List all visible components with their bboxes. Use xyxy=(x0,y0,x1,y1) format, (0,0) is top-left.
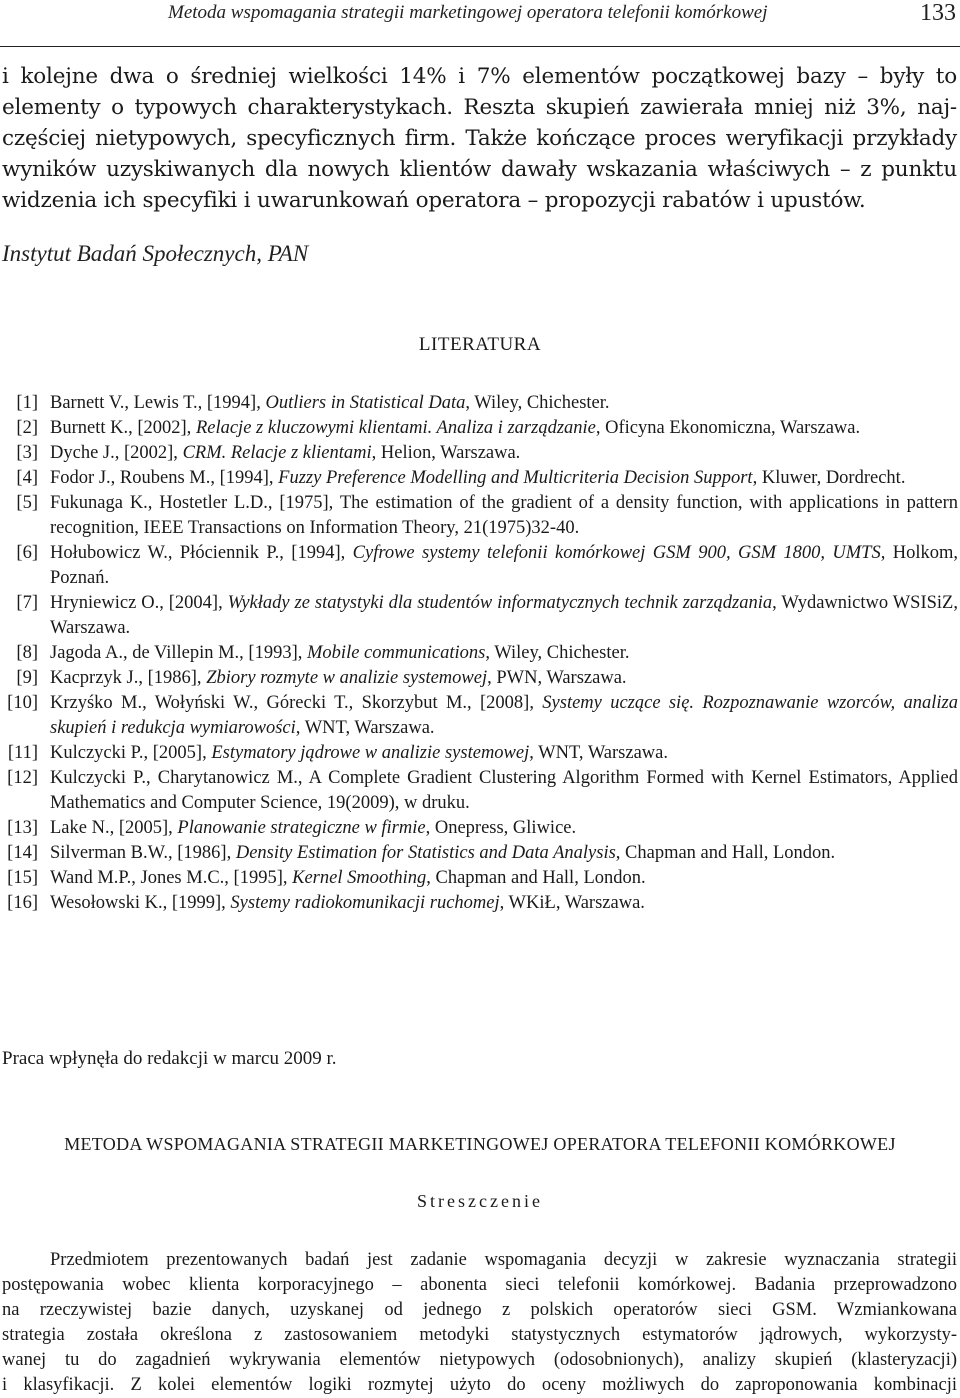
page-number: 133 xyxy=(920,0,956,26)
paragraph-line: elementy o typowych charakterystykach. Reszta skupień zawierała mniej niż 3%, naj- xyxy=(2,95,957,120)
reference-number: [2] xyxy=(16,418,38,438)
reference-title: Cyfrowe systemy telefonii komórkowej GSM 900, GSM 1800, UMTS xyxy=(352,543,881,563)
reference-text xyxy=(50,866,958,891)
references-heading: LITERATURA xyxy=(418,334,542,355)
reference-segment: , Wydawnictwo WSISiZ, Warszawa. xyxy=(50,593,958,638)
reference-segment: , Chapman and Hall, London. xyxy=(615,843,836,863)
abstract-paragraph xyxy=(2,1248,957,1398)
reference-segment: Silverman B.W., [1986], xyxy=(50,843,236,863)
reference-segment: Wand M.P., Jones M.C., [1995], xyxy=(50,868,293,888)
reference-text xyxy=(50,416,958,441)
body-paragraph xyxy=(2,61,957,216)
reference-number: [15] xyxy=(7,868,38,888)
reference-segment: , Wiley, Chichester. xyxy=(485,643,630,663)
reference-text xyxy=(50,741,958,766)
reference-segment: , Kluwer, Dordrecht. xyxy=(752,468,906,488)
reference-item xyxy=(0,841,958,866)
reference-segment: , Holkom, Poznań. xyxy=(50,543,959,588)
reference-text xyxy=(50,641,958,666)
reference-text xyxy=(50,591,958,641)
reference-number: [5] xyxy=(16,493,38,513)
reference-item xyxy=(0,666,958,691)
reference-title: Outliers in Statistical Data xyxy=(265,393,466,413)
summary-heading: Streszczenie xyxy=(417,1191,543,1211)
reference-item xyxy=(0,741,958,766)
abstract-line: i klasyfikacji. Z kolei elementów logiki rozmytej użyto do oceny możliwych do zaproponowania kombinacji xyxy=(2,1375,957,1395)
reference-item xyxy=(0,391,958,416)
abstract-line: Przedmiotem prezentowanych badań jest zadanie wspomagania decyzji w zakresie wyznaczania strategii xyxy=(50,1250,957,1270)
abstract-line: wanej tu do zagadnień wykrywania elementów nietypowych (odosobnionych), analizy skupień (klasteryzacji) xyxy=(2,1350,957,1370)
reference-text xyxy=(50,891,958,916)
reference-segment: , Onepress, Gliwice. xyxy=(425,818,577,838)
abstract-line: strategia została określona z zastosowaniem metodyki statystycznych estymatorów jądrowych, wykorzysty- xyxy=(2,1325,957,1345)
reference-segment: Kacprzyk J., [1986], xyxy=(50,668,207,688)
reference-segment: , Wiley, Chichester. xyxy=(465,393,610,413)
reference-number: [1] xyxy=(16,393,38,413)
reference-number: [9] xyxy=(16,668,38,688)
reference-item xyxy=(0,591,958,641)
reference-title: Systemy uczące się. Rozpoznawanie wzorców, analiza skupień i redukcja wymiarowości xyxy=(50,693,958,738)
reference-title: Planowanie strategiczne w firmie xyxy=(177,818,426,838)
reference-number: [8] xyxy=(16,643,38,663)
reference-title: CRM. Relacje z klientami xyxy=(182,443,372,463)
reference-title: Zbiory rozmyte w analizie systemowej xyxy=(206,668,488,688)
reference-number: [11] xyxy=(7,743,38,763)
reference-segment: , PWN, Warszawa. xyxy=(487,668,627,688)
reference-segment: , Oficyna Ekonomiczna, Warszawa. xyxy=(595,418,861,438)
reference-number: [4] xyxy=(16,468,38,488)
abstract-line: na rzeczywistej bazie danych, uzyskanej od jednego z polskich operatorów sieci GSM. Wzmiankowana xyxy=(2,1300,957,1320)
reference-item xyxy=(0,441,958,466)
reference-text xyxy=(50,691,958,741)
paragraph-line: widzenia ich specyfiki i uwarunkowań operatora – propozycji rabatów i upustów. xyxy=(2,188,866,213)
reference-segment: , WNT, Warszawa. xyxy=(529,743,668,763)
reference-item xyxy=(0,691,958,741)
reference-segment: Lake N., [2005], xyxy=(50,818,178,838)
reference-number: [13] xyxy=(7,818,38,838)
reference-text xyxy=(50,391,958,416)
reference-text xyxy=(50,441,958,466)
reference-segment: Wesołowski K., [1999], xyxy=(50,893,231,913)
reference-number: [14] xyxy=(7,843,38,863)
reference-title: Mobile communications xyxy=(307,643,486,663)
reference-title: Relacje z kluczowymi klientami. Analiza i zarządzanie xyxy=(195,418,596,438)
reference-item xyxy=(0,866,958,891)
author-affiliation: Instytut Badań Społecznych, PAN xyxy=(2,241,309,266)
paragraph-line: i kolejne dwa o średniej wielkości 14% i 7% elementów początkowej bazy – były to xyxy=(2,64,957,89)
reference-text xyxy=(50,816,958,841)
paragraph-line: wyników uzyskiwanych dla nowych klientów dawały wskazania właściwych – z punktu xyxy=(2,157,957,182)
reference-text xyxy=(50,491,958,541)
reference-text xyxy=(50,666,958,691)
reference-segment: , WNT, Warszawa. xyxy=(295,718,435,738)
reference-number: [16] xyxy=(7,893,38,913)
reference-item xyxy=(0,766,958,816)
reference-segment: Burnett K., [2002], xyxy=(50,418,196,438)
reference-segment: Hołubowicz W., Płóciennik P., [1994], xyxy=(50,543,353,563)
reference-segment: Kulczycki P., Charytanowicz M., A Complete Gradient Clustering Algorithm Formed with Kernel Estimators, Applied Mathematics and Computer Science, 19(2009), w druku. xyxy=(50,768,958,813)
references-list xyxy=(0,391,958,916)
reference-segment: , Chapman and Hall, London. xyxy=(426,868,646,888)
reference-segment: Jagoda A., de Villepin M., [1993], xyxy=(50,643,308,663)
summary-title: METODA WSPOMAGANIA STRATEGII MARKETINGOWEJ OPERATORA TELEFONII KOMÓRKOWEJ xyxy=(64,1134,896,1154)
reference-item xyxy=(0,416,958,441)
reference-text xyxy=(50,466,958,491)
reference-segment: Fukunaga K., Hostetler L.D., [1975], The estimation of the gradient of a density function, with applications in pattern recognition, IEEE Transactions on Information Theory, 21(1975)32-40. xyxy=(50,493,958,538)
reference-segment: Hryniewicz O., [2004], xyxy=(50,593,228,613)
reference-segment: , WKiŁ, Warszawa. xyxy=(499,893,645,913)
reference-number: [10] xyxy=(7,693,38,713)
reference-segment: Dyche J., [2002], xyxy=(50,443,183,463)
reference-title: Estymatory jądrowe w analizie systemowej xyxy=(211,743,530,763)
running-header xyxy=(0,0,960,47)
reference-text xyxy=(50,766,958,816)
reference-segment: , Helion, Warszawa. xyxy=(371,443,521,463)
received-note: Praca wpłynęła do redakcji w marcu 2009 r. xyxy=(2,1048,337,1069)
reference-item xyxy=(0,816,958,841)
reference-title: Systemy radiokomunikacji ruchomej xyxy=(230,893,500,913)
reference-number: [6] xyxy=(16,543,38,563)
reference-segment: Krzyśko M., Wołyński W., Górecki T., Skorzybut M., [2008], xyxy=(50,693,543,713)
reference-number: [3] xyxy=(16,443,38,463)
reference-title: Wykłady ze statystyki dla studentów informatycznych technik zarządzania xyxy=(227,593,773,613)
reference-segment: Fodor J., Roubens M., [1994], xyxy=(50,468,279,488)
reference-text xyxy=(50,841,958,866)
reference-item xyxy=(0,541,958,591)
reference-item xyxy=(0,641,958,666)
running-title: Metoda wspomagania strategii marketingowej operatora telefonii komórkowej xyxy=(168,2,768,23)
reference-segment: Kulczycki P., [2005], xyxy=(50,743,212,763)
reference-segment: Barnett V., Lewis T., [1994], xyxy=(50,393,266,413)
paragraph-line: częściej nietypowych, specyficznych firm. Także kończące proces weryfikacji przykłady xyxy=(2,126,957,151)
reference-item xyxy=(0,466,958,491)
reference-item xyxy=(0,891,958,916)
reference-number: [12] xyxy=(7,768,38,788)
reference-number: [7] xyxy=(16,593,38,613)
reference-item xyxy=(0,491,958,541)
reference-title: Density Estimation for Statistics and Data Analysis xyxy=(235,843,616,863)
abstract-line: postępowania wobec klienta korporacyjnego – abonenta sieci telefonii komórkowej. Badania przeprowadzono xyxy=(2,1275,957,1295)
reference-title: Kernel Smoothing xyxy=(292,868,427,888)
reference-title: Fuzzy Preference Modelling and Multicriteria Decision Support xyxy=(278,468,753,488)
reference-text xyxy=(50,541,958,591)
